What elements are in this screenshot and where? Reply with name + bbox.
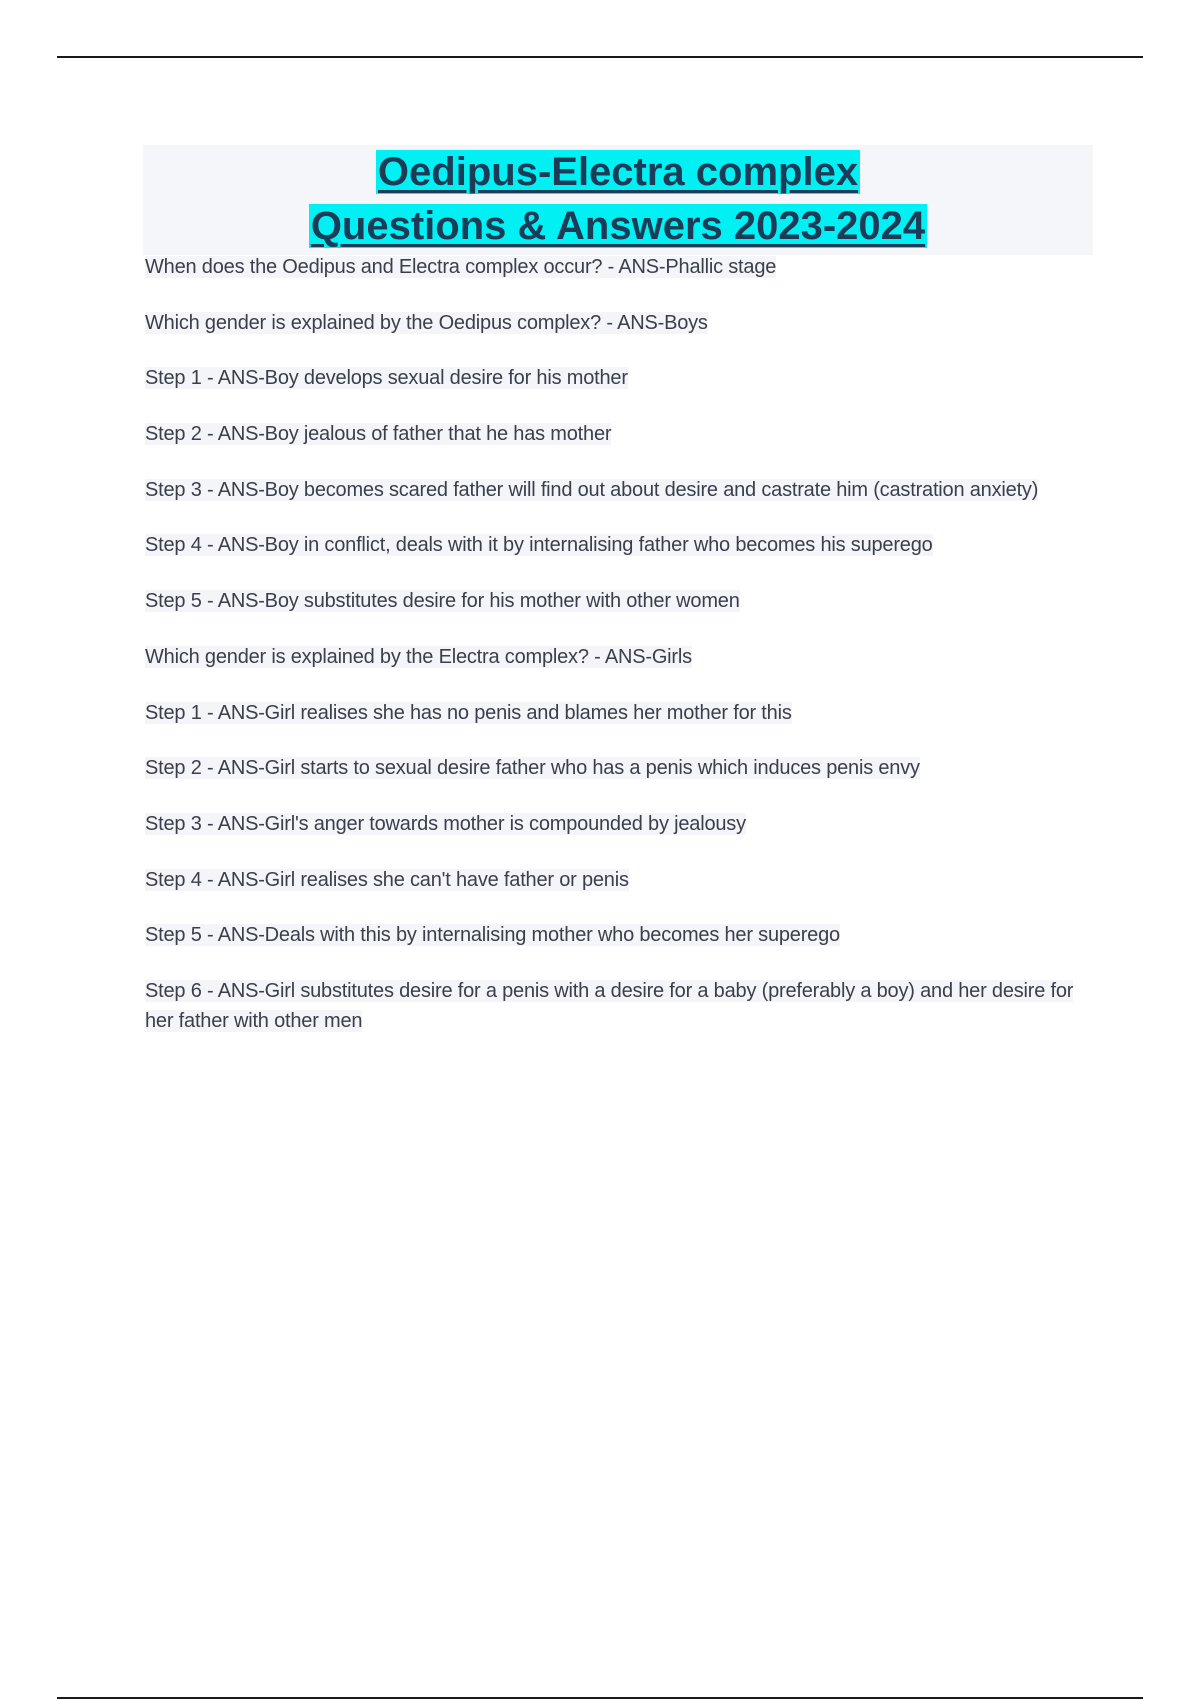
qa-item — [145, 419, 1105, 475]
qa-item — [145, 976, 1105, 1036]
qa-item — [145, 642, 1105, 698]
title-line-2 — [143, 199, 1093, 253]
qa-list — [145, 252, 1105, 1036]
qa-text: Step 3 - ANS-Girl's anger towards mother is compounded by jealousy — [145, 812, 746, 835]
qa-item — [145, 530, 1105, 586]
document-title — [143, 145, 1093, 255]
qa-text: Step 5 - ANS-Deals with this by internalising mother who becomes her superego — [145, 924, 840, 947]
qa-text: Which gender is explained by the Electra complex? - ANS-Girls — [145, 645, 692, 668]
qa-item — [145, 252, 1105, 308]
qa-text: Step 3 - ANS-Boy becomes scared father will find out about desire and castrate him (castration anxiety) — [145, 478, 1039, 501]
qa-text: Step 1 - ANS-Boy develops sexual desire for his mother — [145, 367, 628, 390]
title-text-2: Questions & Answers 2023-2024 — [310, 204, 926, 248]
footer-rule — [57, 1697, 1143, 1699]
qa-item — [145, 753, 1105, 809]
qa-item — [145, 308, 1105, 364]
qa-text: Which gender is explained by the Oedipus complex? - ANS-Boys — [145, 311, 708, 334]
qa-item — [145, 363, 1105, 419]
title-text-1: Oedipus-Electra complex — [377, 150, 859, 194]
qa-text: When does the Oedipus and Electra complex occur? - ANS-Phallic stage — [145, 256, 777, 278]
qa-text: Step 6 - ANS-Girl substitutes desire for a penis with a desire for a baby (preferably a boy) and her desire for her father with other men — [145, 979, 1074, 1032]
qa-text: Step 4 - ANS-Boy in conflict, deals with it by internalising father who becomes his superego — [145, 534, 933, 557]
qa-item — [145, 586, 1105, 642]
qa-text: Step 1 - ANS-Girl realises she has no penis and blames her mother for this — [145, 701, 792, 724]
title-line-1 — [143, 145, 1093, 199]
qa-item — [145, 475, 1105, 531]
qa-item — [145, 698, 1105, 754]
qa-item — [145, 809, 1105, 865]
header-rule — [57, 56, 1143, 58]
qa-text: Step 4 - ANS-Girl realises she can't have father or penis — [145, 868, 629, 891]
qa-text: Step 5 - ANS-Boy substitutes desire for his mother with other women — [145, 590, 740, 613]
qa-item — [145, 865, 1105, 921]
qa-item — [145, 920, 1105, 976]
qa-text: Step 2 - ANS-Girl starts to sexual desire father who has a penis which induces penis envy — [145, 757, 920, 780]
qa-text: Step 2 - ANS-Boy jealous of father that he has mother — [145, 423, 612, 446]
